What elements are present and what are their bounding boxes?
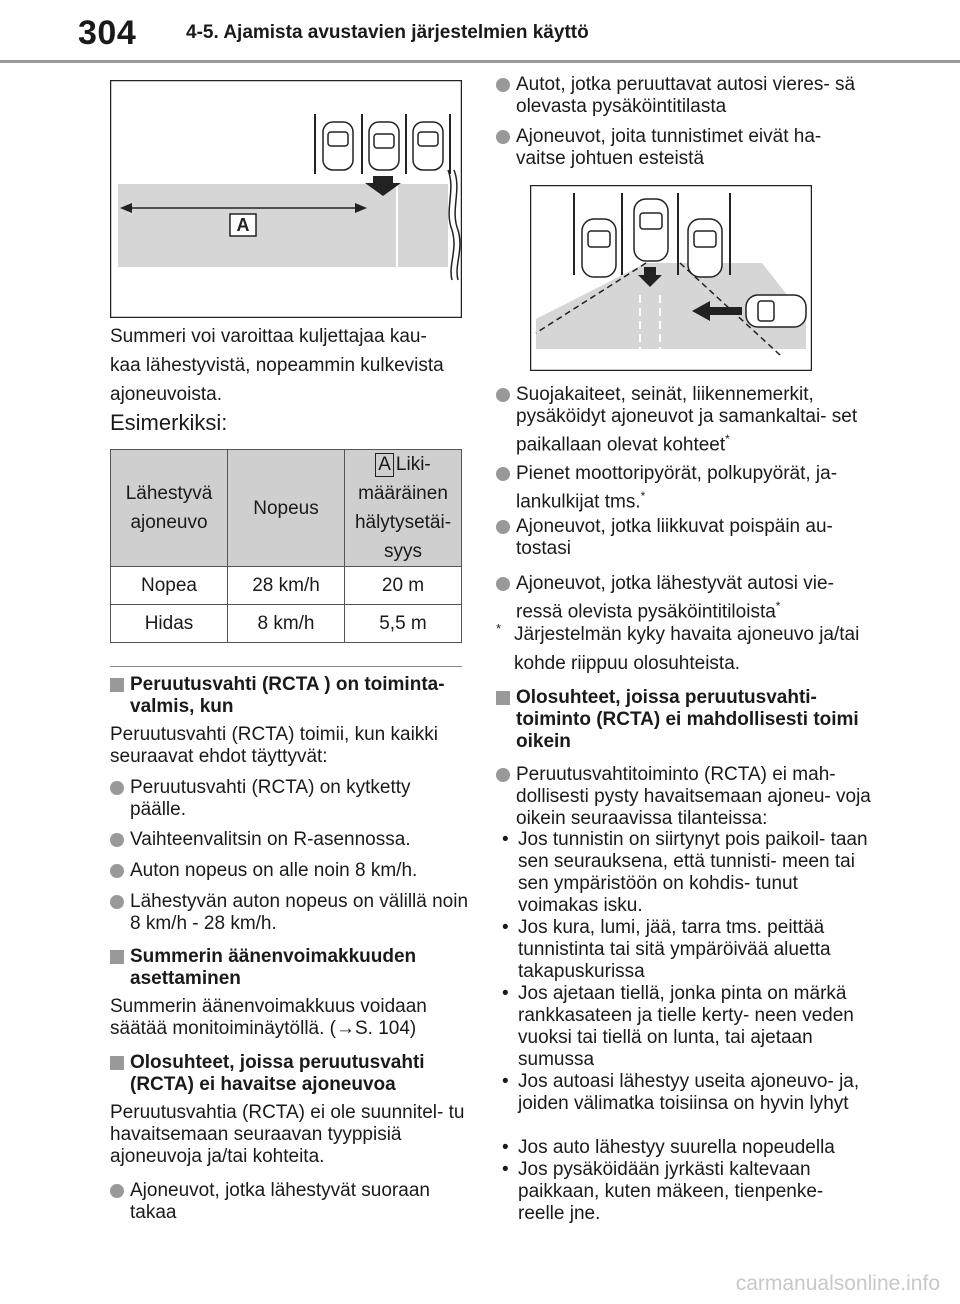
intro-line-2: kaa lähestyvistä, nopeammin kulkevista bbox=[110, 355, 444, 376]
th-distance: A Liki- määräinen hälytysetäi- syys bbox=[345, 450, 462, 567]
list-item: Lähestyvän auton nopeus on välillä noin 8 km/h - 28 km/h. bbox=[110, 891, 475, 935]
list-item: Vaihteenvalitsin on R-asennossa. bbox=[110, 829, 470, 851]
subhead-may-not-work: Olosuhteet, joissa peruutusvahti- toiminto (RCTA) ei mahdollisesti toimi oikein bbox=[496, 687, 861, 753]
section-title: 4-5. Ajamista avustavien järjestelmien käyttö bbox=[186, 22, 589, 43]
list-item: Auton nopeus on alle noin 8 km/h. bbox=[110, 860, 470, 882]
obstacle-view-figure bbox=[530, 185, 812, 371]
page-number: 304 bbox=[78, 14, 137, 52]
list-item: Peruutusvahtitoiminto (RCTA) ei mah- dollisesti pysty havaitsemaan ajoneu- voja oikein seuraavissa tilanteissa: bbox=[496, 764, 871, 830]
watermark: carmanualsonline.info bbox=[735, 1272, 940, 1295]
table-cell: 28 km/h bbox=[228, 567, 345, 605]
list-item: Ajoneuvot, joita tunnistimet eivät ha- vaitse johtuen esteistä bbox=[496, 126, 871, 170]
reversing-car-center bbox=[369, 122, 399, 170]
section-divider bbox=[110, 666, 462, 667]
reversing-car-center bbox=[634, 199, 668, 261]
intro-line-1: Summeri voi varoittaa kuljettajaa kau- bbox=[110, 326, 427, 347]
intro-line-3: ajoneuvoista. bbox=[110, 384, 222, 405]
parked-car-left bbox=[582, 219, 616, 277]
subhead-rcta-ready: Peruutusvahti (RCTA ) on toiminta- valmis, kun bbox=[110, 674, 475, 718]
subhead-not-detected: Olosuhteet, joissa peruutusvahti (RCTA) ei havaitse ajoneuvoa bbox=[110, 1052, 475, 1096]
rcta-conditions-text: Peruutusvahti (RCTA) toimii, kun kaikki seuraavat ehdot täyttyvät: bbox=[110, 724, 439, 767]
list-item: • Jos autoasi lähestyy useita ajoneuvo- ja, joiden välimatka toisiinsa on hyvin lyhyt bbox=[502, 1071, 860, 1114]
speed-table bbox=[110, 449, 462, 643]
header-divider bbox=[0, 60, 960, 63]
subhead-buzzer-volume: Summerin äänenvoimakkuuden asettaminen bbox=[110, 946, 475, 990]
parking-lot-approach-figure bbox=[110, 80, 462, 318]
list-item: Suojakaiteet, seinät, liikennemerkit, pysäköidyt ajoneuvot ja samankaltai- set paikallaan olevat kohteet* bbox=[496, 384, 871, 456]
table-cell: Hidas bbox=[111, 605, 228, 643]
list-item: • Jos auto lähestyy suurella nopeudella bbox=[502, 1137, 835, 1158]
parked-car-left bbox=[323, 122, 353, 170]
label-box-a: A bbox=[375, 453, 394, 477]
th-vehicle: Lähestyvä ajoneuvo bbox=[111, 450, 228, 567]
approaching-car bbox=[746, 295, 806, 327]
figure-label-a: A bbox=[236, 215, 250, 235]
list-item: • Jos pysäköidään jyrkästi kaltevaan paikkaan, kuten mäkeen, tienpenke- reelle jne. bbox=[502, 1159, 824, 1224]
list-item: Ajoneuvot, jotka lähestyvät suoraan takaa bbox=[110, 1180, 475, 1224]
th-speed: Nopeus bbox=[228, 450, 345, 567]
table-cell: 5,5 m bbox=[345, 605, 462, 643]
table-cell: 20 m bbox=[345, 567, 462, 605]
table-cell: Nopea bbox=[111, 567, 228, 605]
list-item: Peruutusvahti (RCTA) on kytketty päälle. bbox=[110, 777, 470, 821]
buzzer-volume-text: Summerin äänenvoimakkuus voidaan säätää monitoiminäytöllä. (→S. 104) bbox=[110, 996, 427, 1039]
list-item: Ajoneuvot, jotka lähestyvät autosi vie- ressä olevista pysäköintitiloista* bbox=[496, 573, 871, 623]
list-item: • Jos kura, lumi, jää, tarra tms. peittää tunnistinta tai sitä ympäröivää aluetta takapuskurissa bbox=[502, 917, 831, 982]
example-label: Esimerkiksi: bbox=[110, 410, 228, 435]
list-item: Pienet moottoripyörät, polkupyörät, ja- lankulkijat tms.* bbox=[496, 463, 871, 513]
list-item: • Jos tunnistin on siirtynyt pois paikoil- taan sen seurauksena, että tunnisti- meen tai sen ympäristöön on kohdis- tunut voimakas isku. bbox=[502, 829, 868, 916]
list-item: • Jos ajetaan tiellä, jonka pinta on märkä rankkasateen ja tielle kerty- neen veden vuoksi tai tiellä on lunta, tai ajetaan sumussa bbox=[502, 983, 854, 1070]
list-item: Autot, jotka peruuttavat autosi vieres- sä olevasta pysäköintitilasta bbox=[496, 74, 871, 118]
footnote: * Järjestelmän kyky havaita ajoneuvo ja/tai kohde riippuu olosuhteista. bbox=[496, 621, 860, 674]
not-detected-text: Peruutusvahtia (RCTA) ei ole suunnitel- tu havaitsemaan seuraavan tyyppisiä ajoneuvoja ja/tai kohteita. bbox=[110, 1102, 465, 1167]
parked-car-right bbox=[688, 219, 722, 277]
parked-car-right bbox=[413, 122, 443, 170]
table-cell: 8 km/h bbox=[228, 605, 345, 643]
list-item: Ajoneuvot, jotka liikkuvat poispäin au- tostasi bbox=[496, 516, 871, 560]
